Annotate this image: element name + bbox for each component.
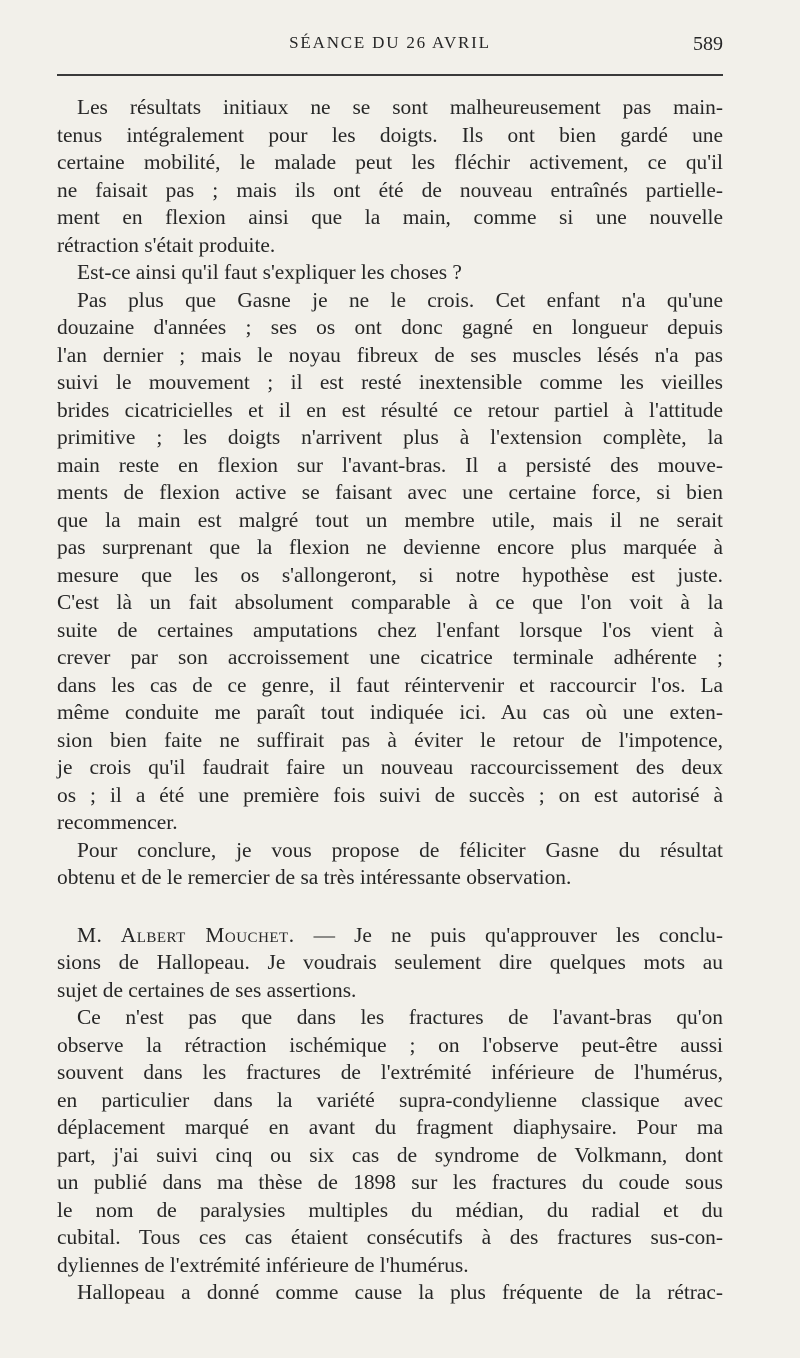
text-line: même conduite me paraît tout indiquée ici. Au cas où une exten- — [57, 700, 723, 724]
speaker-remark: — Je ne puis qu'approuver les conclu- — [294, 922, 723, 947]
text-line: pas surprenant que la flexion ne devienne encore plus marquée à — [57, 535, 723, 559]
text-line: Pour conclure, je vous propose de féliciter Gasne du résultat — [77, 837, 723, 862]
text-line: sions de Hallopeau. Je voudrais seulement dire quelques mots au — [57, 950, 723, 974]
text-line: C'est là un fait absolument comparable à ce que l'on voit à la — [57, 590, 723, 614]
text-line: ments de flexion active se faisant avec une certaine force, si bien — [57, 480, 723, 504]
text-line: part, j'ai suivi cinq ou six cas de syndrome de Volkmann, dont — [57, 1142, 723, 1167]
text-line — [57, 922, 723, 950]
header-rule — [57, 74, 723, 76]
text-line: obtenu et de le remercier de sa très intéressante observation. — [57, 865, 572, 889]
text-line: os ; il a été une première fois suivi de succès ; on est autorisé à — [57, 782, 723, 807]
running-title: SÉANCE DU 26 AVRIL — [289, 33, 491, 52]
text-line: un publié dans ma thèse de 1898 sur les fractures du coude sous — [57, 1170, 723, 1194]
text-line: dyliennes de l'extrémité inférieure de l'humérus. — [57, 1252, 469, 1277]
text-line: Hallopeau a donné comme cause la plus fréquente de la rétrac- — [77, 1280, 723, 1304]
text-line: en particulier dans la variété supra-condylienne classique avec — [57, 1087, 723, 1112]
text-line: suite de certaines amputations chez l'enfant lorsque l'os vient à — [57, 617, 723, 642]
text-line: cubital. Tous ces cas étaient consécutifs à des fractures sus-con- — [57, 1225, 723, 1249]
text-line: tenus intégralement pour les doigts. Ils ont bien gardé une — [57, 122, 723, 147]
paragraph-5 — [57, 922, 723, 1005]
text-line: suivi le mouvement ; il est resté inextensible comme les vieilles — [57, 370, 723, 394]
text-line: ne faisait pas ; mais ils ont été de nouveau entraînés partielle- — [57, 177, 723, 202]
text-line: sion bien faite ne suffirait pas à éviter le retour de l'impotence, — [57, 727, 723, 752]
page-number: 589 — [693, 33, 723, 55]
text-line: dans les cas de ce genre, il faut réintervenir et raccourcir l'os. La — [57, 672, 723, 697]
text-line: que la main est malgré tout un membre utile, mais il ne serait — [57, 507, 723, 532]
text-line: l'an dernier ; mais le noyau fibreux de ses muscles lésés n'a pas — [57, 342, 723, 367]
section-gap — [57, 892, 723, 922]
text-line: Est-ce ainsi qu'il faut s'expliquer les choses ? — [77, 260, 462, 284]
text-line: mesure que les os s'allongeront, si notre hypothèse est juste. — [57, 562, 723, 587]
text-line: déplacement marqué en avant du fragment diaphysaire. Pour ma — [57, 1115, 723, 1139]
text-line: le nom de paralysies multiples du médian, du radial et du — [57, 1197, 723, 1222]
text-line: brides cicatricielles et il en est résulté ce retour partiel à l'attitude — [57, 397, 723, 422]
text-line: primitive ; les doigts n'arrivent plus à l'extension complète, la — [57, 425, 723, 449]
text-line: douzaine d'années ; ses os ont donc gagné en longueur depuis — [57, 315, 723, 339]
text-line: recommencer. — [57, 810, 178, 834]
text-line: main reste en flexion sur l'avant-bras. Il a persisté des mouve- — [57, 452, 723, 477]
text-line: Ce n'est pas que dans les fractures de l'avant-bras qu'on — [77, 1005, 723, 1029]
text-line: souvent dans les fractures de l'extrémité inférieure de l'humérus, — [57, 1060, 723, 1084]
text-line: ment en flexion ainsi que la main, comme si une nouvelle — [57, 205, 723, 229]
text-line: crever par son accroissement une cicatrice terminale adhérente ; — [57, 645, 723, 669]
paragraph-1 — [57, 94, 723, 259]
paragraph-4 — [57, 837, 723, 892]
speaker-name: M. Albert Mouchet. — [77, 922, 295, 947]
paragraph-6 — [57, 1004, 723, 1279]
text-line: je crois qu'il faudrait faire un nouveau raccourcissement des deux — [57, 755, 723, 779]
text-line: certaine mobilité, le malade peut les fléchir activement, ce qu'il — [57, 150, 723, 174]
page-body — [57, 94, 723, 1307]
text-line: observe la rétraction ischémique ; on l'observe peut-être aussi — [57, 1032, 723, 1057]
text-line: Les résultats initiaux ne se sont malheureusement pas main- — [77, 95, 723, 119]
paragraph-2 — [57, 259, 723, 287]
text-line: rétraction s'était produite. — [57, 232, 276, 257]
paragraph-7 — [57, 1279, 723, 1307]
text-line: sujet de certaines de ses assertions. — [57, 977, 357, 1002]
text-line: Pas plus que Gasne je ne le crois. Cet enfant n'a qu'une — [77, 287, 723, 312]
running-header — [57, 33, 723, 57]
paragraph-3 — [57, 287, 723, 837]
